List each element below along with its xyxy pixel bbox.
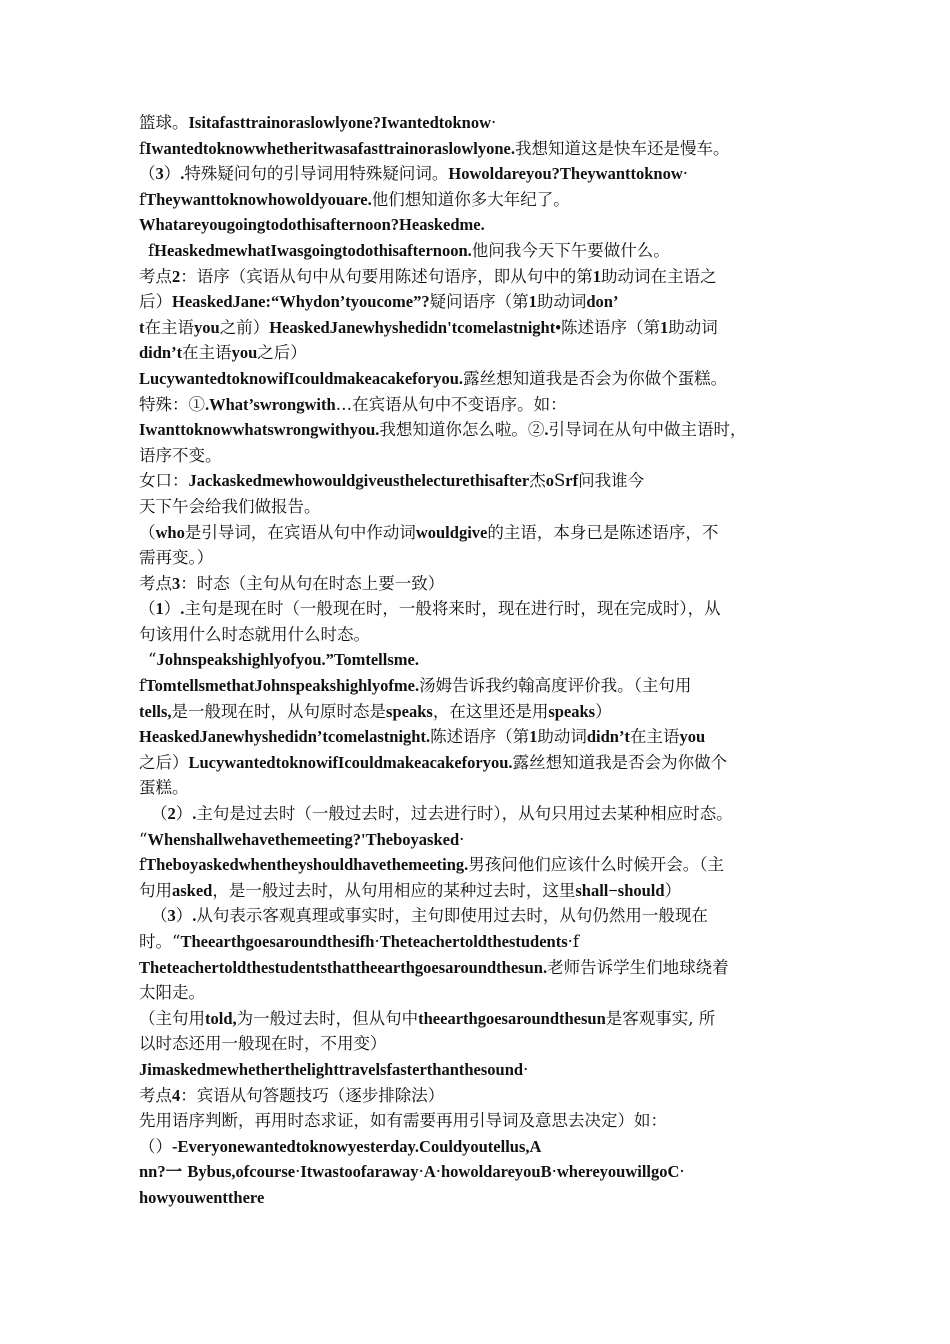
text-line xyxy=(139,468,839,494)
bold-text-run: . xyxy=(180,164,185,184)
text-line xyxy=(139,801,839,827)
text-line xyxy=(139,1159,839,1185)
text-run: f xyxy=(148,240,155,260)
text-line xyxy=(139,1057,839,1083)
text-run: 是一般现在时，从句原时态是 xyxy=(171,701,387,721)
text-run: 杰 xyxy=(529,471,546,491)
bold-text-run: shall−should xyxy=(575,880,665,900)
text-run: f xyxy=(139,138,146,158)
text-line xyxy=(139,238,839,264)
bold-text-run: told, xyxy=(205,1008,237,1028)
bold-text-run: Jackaskedmewhowouldgiveusthelecturethisafter xyxy=(188,471,530,491)
text-run: ） xyxy=(175,804,193,824)
text-line xyxy=(139,878,839,904)
bold-text-run: -Everyonewantedtoknowyesterday.Couldyoutellus,A xyxy=(172,1136,542,1156)
text-run: · xyxy=(679,1162,685,1182)
bold-text-run: 1 xyxy=(528,292,537,312)
text-run: · xyxy=(295,1162,301,1182)
text-run: 问我谁今 xyxy=(578,471,645,491)
text-run: · xyxy=(435,1162,441,1182)
text-run: · xyxy=(551,1162,557,1182)
text-run: 我想知道这是快车还是慢车。 xyxy=(514,138,730,158)
text-run: 在主语 xyxy=(629,727,680,747)
bold-text-run: speaks xyxy=(386,701,433,721)
text-run: 在主语 xyxy=(182,343,232,363)
bold-text-run: 2 xyxy=(172,266,181,286)
bold-text-run: TomtellsmethatJohnspeakshighlyofme. xyxy=(145,676,420,696)
text-line xyxy=(139,955,839,981)
text-run: 是客观事实, 所 xyxy=(605,1008,716,1028)
text-line xyxy=(139,366,839,392)
bold-text-run: nn?一 xyxy=(139,1162,183,1182)
text-run: 露丝想知道我是否会为你做个蛋糕。 xyxy=(463,368,728,388)
text-run: ） xyxy=(664,880,682,900)
text-run: “ xyxy=(148,650,157,670)
bold-text-run: . xyxy=(180,599,185,619)
bold-text-run: Iwantedtoknowwhetheritwasafasttrainoraslowlyone. xyxy=(145,138,515,158)
bold-text-run: 3 xyxy=(172,573,181,593)
text-run: 主句是过去时（一般过去时，过去进行时），从句只用过去某种相应时态。 xyxy=(196,804,733,824)
text-run: 我想知道你怎么啦。② xyxy=(379,420,545,440)
text-line xyxy=(139,340,839,366)
bold-text-run: 1 xyxy=(155,599,164,619)
text-line xyxy=(139,161,839,187)
text-run: 考点 xyxy=(139,573,172,593)
bold-text-run: HeaskedJane:“Whydon’tyoucome”? xyxy=(172,292,430,312)
text-line xyxy=(139,212,839,238)
text-line xyxy=(139,724,839,750)
text-run: · xyxy=(682,164,689,184)
text-line xyxy=(139,673,839,699)
text-run: 考点 xyxy=(139,1085,172,1105)
bold-text-run: Isitafasttrainoraslowlyone?Iwantedtoknow xyxy=(188,113,492,132)
text-line xyxy=(139,1031,839,1057)
text-run: …在宾语从句中不变语序。如： xyxy=(335,394,567,414)
bold-text-run: A xyxy=(423,1162,436,1182)
text-run: 露丝想知道我是否会为你做个 xyxy=(512,752,728,772)
bold-text-run: 4 xyxy=(172,1085,181,1105)
text-run: · xyxy=(374,932,380,951)
text-line xyxy=(139,1134,839,1160)
text-line xyxy=(139,443,839,469)
bold-text-run: t xyxy=(139,317,145,337)
text-run: （ xyxy=(151,804,168,824)
bold-text-run: howyouwentthere xyxy=(139,1187,265,1207)
text-run: 主句是现在时（一般现在时，一般将来时，现在进行时，现在完成时），从 xyxy=(184,599,721,619)
text-run: 为一般过去时，但从句中 xyxy=(236,1008,419,1028)
text-run: 天下午会给我们做报告。 xyxy=(139,496,321,516)
text-line xyxy=(139,699,839,725)
text-line xyxy=(139,647,839,673)
bold-text-run: don’ xyxy=(586,292,619,312)
text-run: 特殊疑问句的引导词用特殊疑问词。 xyxy=(184,164,449,184)
text-run: 他们想知道你多大年纪了。 xyxy=(371,189,570,209)
text-run: f xyxy=(139,189,146,209)
bold-text-run: HeaskedJanewhyshedidn'tcomelastnight• xyxy=(269,317,561,337)
text-run: 是引导词，在宾语从句中作动词 xyxy=(184,522,416,542)
text-line xyxy=(139,136,839,162)
text-run: （ xyxy=(139,164,156,184)
bold-text-run: rf xyxy=(565,471,579,491)
text-run: ） xyxy=(163,164,181,184)
text-line xyxy=(139,1108,839,1134)
bold-text-run: who xyxy=(155,522,185,542)
text-run: · xyxy=(459,829,465,849)
text-run: 篮球。 xyxy=(139,113,189,132)
text-run: ·f xyxy=(567,932,579,951)
bold-text-run: Whenshallwehavethemeeting?'Theboyasked xyxy=(147,829,460,849)
text-run: · xyxy=(418,1162,424,1182)
text-run: 男孩问他们应该什么时候开会。（主 xyxy=(468,855,725,875)
text-line xyxy=(139,980,839,1006)
bold-text-run: asked xyxy=(172,880,213,900)
text-line xyxy=(139,417,839,443)
text-run: 后） xyxy=(139,292,172,312)
text-run: 时。“ xyxy=(139,932,181,951)
text-run: （ xyxy=(139,599,156,619)
bold-text-run: Whatareyougoingtodothisafternoon?Heaskedme. xyxy=(139,215,485,235)
bold-text-run: Theywanttoknowhowoldyouare. xyxy=(145,189,372,209)
text-line xyxy=(139,775,839,801)
text-line xyxy=(139,852,839,878)
text-run: ） xyxy=(595,701,612,721)
text-run: （ xyxy=(139,522,156,542)
text-line xyxy=(139,903,839,929)
bold-text-run: 1 xyxy=(660,317,669,337)
bold-text-run: 3 xyxy=(155,164,164,184)
bold-text-run: HeaskedJanewhyshedidn’tcomelastnight. xyxy=(139,727,431,747)
text-line xyxy=(139,596,839,622)
text-run: 他问我今天下午要做什么。 xyxy=(471,240,670,260)
text-run: 老师告诉学生们地球绕着 xyxy=(547,957,729,977)
text-run: 语序不变。 xyxy=(139,445,222,465)
text-run: 助动词 xyxy=(536,292,587,312)
text-run: 需再变。） xyxy=(139,548,214,568)
text-line xyxy=(139,187,839,213)
bold-text-run: 2 xyxy=(167,804,176,824)
bold-text-run: howoldareyouB xyxy=(440,1162,552,1182)
text-line xyxy=(139,827,839,853)
text-run: 陈述语序（第 xyxy=(561,317,660,337)
text-run: 之后） xyxy=(139,752,189,772)
text-run: 先用语序判断，再用时态求证，如有需要再用引导词及意思去决定）如： xyxy=(139,1111,667,1131)
text-run: 助动词 xyxy=(537,727,587,747)
text-line xyxy=(139,392,839,418)
bold-text-run: speaks xyxy=(548,701,596,721)
text-line xyxy=(139,1185,839,1211)
bold-text-run: you xyxy=(679,727,706,747)
bold-text-run: 1 xyxy=(592,266,601,286)
bold-text-run: Theearthgoesaroundthesifh xyxy=(180,932,375,951)
text-line xyxy=(139,110,839,136)
bold-text-run: . xyxy=(544,420,549,440)
text-run: 引导词在从句中做主语时， xyxy=(548,420,747,440)
bold-text-run: .What’swrongwith xyxy=(205,394,336,414)
bold-text-run: Iwanttoknowwhatswrongwithyou. xyxy=(139,420,380,440)
bold-text-run: you xyxy=(194,317,220,337)
text-run: ） xyxy=(175,906,193,926)
bold-text-run: didn’t xyxy=(139,343,183,363)
text-line xyxy=(139,315,839,341)
text-run: 从句表示客观真理或事实时，主句即使用过去时，从句仍然用一般现在 xyxy=(196,906,708,926)
text-run: 汤姆告诉我约翰高度评价我。（主句用 xyxy=(419,676,692,696)
text-run: 在主语 xyxy=(144,317,194,337)
text-line xyxy=(139,750,839,776)
text-line xyxy=(139,1006,839,1032)
text-line xyxy=(139,929,839,955)
text-run: f xyxy=(139,855,146,875)
text-run: 之前） xyxy=(219,317,270,337)
bold-text-run: tells, xyxy=(139,701,172,721)
bold-text-run: LucywantedtoknowifIcouldmakeacakeforyou. xyxy=(139,368,464,388)
bold-text-run: Theboyaskedwhentheyshouldhavethemeeting. xyxy=(145,855,469,875)
bold-text-run: LucywantedtoknowifIcouldmakeacakeforyou. xyxy=(188,752,513,772)
bold-text-run: Howoldareyou?Theywanttoknow xyxy=(448,164,683,184)
text-run: （主句用 xyxy=(139,1008,205,1028)
text-run: （） xyxy=(139,1136,172,1156)
bold-text-run: 1 xyxy=(529,727,538,747)
bold-text-run: . xyxy=(192,804,197,824)
bold-text-run: Itwastoofaraway xyxy=(300,1162,419,1182)
document-body xyxy=(139,110,839,1211)
text-run: 太阳走。 xyxy=(139,983,205,1003)
text-run: 句用 xyxy=(139,880,172,900)
text-line xyxy=(139,571,839,597)
text-run: 考点 xyxy=(139,266,172,286)
bold-text-run: wouldgive xyxy=(415,522,488,542)
text-run: ：语序（宾语从句中从句要用陈述句语序，即从句中的第 xyxy=(180,266,593,286)
bold-text-run: Johnspeakshighlyofyou.”Tomtellsme. xyxy=(156,650,419,670)
text-line xyxy=(139,520,839,546)
text-run: 女口： xyxy=(139,471,189,491)
text-run: 句该用什么时态就用什么时态。 xyxy=(139,624,370,644)
bold-text-run: Bybus,ofcourse xyxy=(187,1162,296,1182)
bold-text-run: Jimaskedmewhetherthelighttravelsfasterthanthesound xyxy=(139,1059,524,1079)
bold-text-run: o xyxy=(545,471,554,491)
bold-text-run: theearthgoesaroundthesun xyxy=(418,1008,606,1028)
text-run: ，在这里还是用 xyxy=(432,701,549,721)
text-run: 陈述语序（第 xyxy=(430,727,530,747)
text-run: 的主语，本身已是陈述语序，不 xyxy=(487,522,719,542)
text-run: 特殊：① xyxy=(139,394,205,414)
text-line xyxy=(139,622,839,648)
text-line xyxy=(139,494,839,520)
text-run: 助动词在主语之 xyxy=(601,266,717,286)
bold-text-run: Theteachertoldthestudents xyxy=(379,932,568,951)
text-run: S xyxy=(553,471,566,491)
text-line xyxy=(139,289,839,315)
text-line xyxy=(139,264,839,290)
text-run: f xyxy=(139,676,146,696)
text-line xyxy=(139,1083,839,1109)
text-run: 蛋糕。 xyxy=(139,778,189,798)
text-run: ：时态（主句从句在时态上要一致） xyxy=(180,573,445,593)
text-run: ） xyxy=(163,599,181,619)
text-run: 以时态还用一般现在时，不用变） xyxy=(139,1034,387,1054)
bold-text-run: you xyxy=(231,343,258,363)
bold-text-run: 3 xyxy=(167,906,176,926)
bold-text-run: HeaskedmewhatIwasgoingtodothisafternoon. xyxy=(154,240,472,260)
text-run: 之后） xyxy=(257,343,307,363)
text-run: ，是一般过去时，从句用相应的某种过去时，这里 xyxy=(212,880,576,900)
text-run: ：宾语从句答题技巧（逐步排除法） xyxy=(180,1085,445,1105)
text-line xyxy=(139,545,839,571)
text-run: “ xyxy=(139,829,148,849)
bold-text-run: didn’t xyxy=(586,727,630,747)
bold-text-run: whereyouwillgoC xyxy=(556,1162,680,1182)
text-run: · xyxy=(523,1059,529,1079)
text-run: 助动词 xyxy=(668,317,718,337)
text-run: （ xyxy=(151,906,168,926)
text-run: 疑问语序（第 xyxy=(429,292,529,312)
bold-text-run: Theteachertoldthestudentsthattheearthgoesaroundthesun. xyxy=(139,957,548,977)
text-run: · xyxy=(491,113,497,132)
bold-text-run: . xyxy=(192,906,197,926)
